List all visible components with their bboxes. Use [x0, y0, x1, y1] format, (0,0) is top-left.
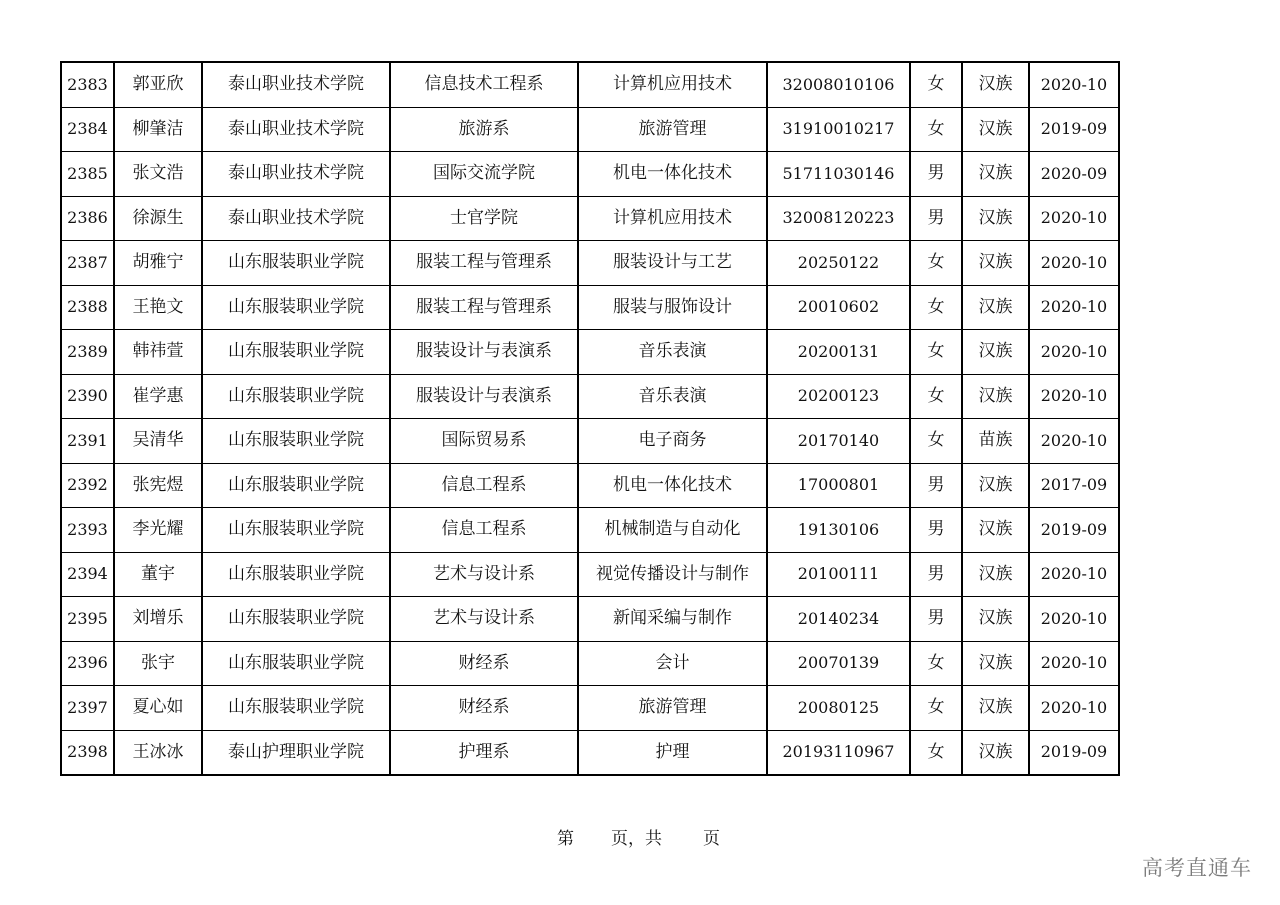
gender-cell: 男 — [910, 463, 962, 508]
student-id-cell: 20080125 — [767, 686, 910, 731]
name-cell: 王冰冰 — [114, 730, 202, 775]
table-row — [61, 686, 1119, 731]
seq-cell: 2396 — [61, 641, 114, 686]
seq-cell: 2388 — [61, 285, 114, 330]
school-cell: 山东服装职业学院 — [202, 330, 390, 375]
gender-cell: 女 — [910, 330, 962, 375]
ethnicity-cell: 汉族 — [962, 62, 1029, 107]
department-cell: 服装设计与表演系 — [390, 330, 578, 375]
seq-cell: 2391 — [61, 419, 114, 464]
seq-cell: 2397 — [61, 686, 114, 731]
department-cell: 士官学院 — [390, 196, 578, 241]
gender-cell: 女 — [910, 374, 962, 419]
ethnicity-cell: 汉族 — [962, 285, 1029, 330]
major-cell: 机械制造与自动化 — [578, 508, 767, 553]
gender-cell: 女 — [910, 419, 962, 464]
major-cell: 会计 — [578, 641, 767, 686]
student-id-cell: 32008010106 — [767, 62, 910, 107]
school-cell: 山东服装职业学院 — [202, 597, 390, 642]
seq-cell: 2385 — [61, 152, 114, 197]
student-roster-table — [60, 61, 1120, 776]
school-cell: 山东服装职业学院 — [202, 374, 390, 419]
major-cell: 机电一体化技术 — [578, 152, 767, 197]
footer-page-label: 第 — [557, 829, 574, 849]
enrollment-date-cell: 2020-09 — [1029, 152, 1119, 197]
major-cell: 音乐表演 — [578, 330, 767, 375]
ethnicity-cell: 汉族 — [962, 241, 1029, 286]
gender-cell: 女 — [910, 62, 962, 107]
department-cell: 信息工程系 — [390, 463, 578, 508]
school-cell: 泰山职业技术学院 — [202, 152, 390, 197]
name-cell: 徐源生 — [114, 196, 202, 241]
department-cell: 服装设计与表演系 — [390, 374, 578, 419]
department-cell: 信息工程系 — [390, 508, 578, 553]
school-cell: 山东服装职业学院 — [202, 508, 390, 553]
enrollment-date-cell: 2020-10 — [1029, 597, 1119, 642]
table-row — [61, 330, 1119, 375]
page-footer — [0, 827, 1280, 851]
school-cell: 山东服装职业学院 — [202, 419, 390, 464]
name-cell: 郭亚欣 — [114, 62, 202, 107]
student-id-cell: 31910010217 — [767, 107, 910, 152]
school-cell: 泰山职业技术学院 — [202, 107, 390, 152]
enrollment-date-cell: 2017-09 — [1029, 463, 1119, 508]
department-cell: 财经系 — [390, 641, 578, 686]
seq-cell: 2387 — [61, 241, 114, 286]
table-row — [61, 285, 1119, 330]
name-cell: 夏心如 — [114, 686, 202, 731]
major-cell: 计算机应用技术 — [578, 62, 767, 107]
department-cell: 信息技术工程系 — [390, 62, 578, 107]
seq-cell: 2389 — [61, 330, 114, 375]
enrollment-date-cell: 2020-10 — [1029, 552, 1119, 597]
table-row — [61, 374, 1119, 419]
school-cell: 山东服装职业学院 — [202, 552, 390, 597]
table-row — [61, 241, 1119, 286]
seq-cell: 2390 — [61, 374, 114, 419]
name-cell: 张宪煜 — [114, 463, 202, 508]
gender-cell: 女 — [910, 285, 962, 330]
department-cell: 艺术与设计系 — [390, 597, 578, 642]
seq-cell: 2383 — [61, 62, 114, 107]
department-cell: 服装工程与管理系 — [390, 285, 578, 330]
seq-cell: 2393 — [61, 508, 114, 553]
table-row — [61, 152, 1119, 197]
table-row — [61, 107, 1119, 152]
site-watermark: 高考直通车 — [1142, 856, 1252, 880]
seq-cell: 2392 — [61, 463, 114, 508]
gender-cell: 男 — [910, 152, 962, 197]
department-cell: 财经系 — [390, 686, 578, 731]
name-cell: 柳肇洁 — [114, 107, 202, 152]
name-cell: 韩祎萱 — [114, 330, 202, 375]
name-cell: 王艳文 — [114, 285, 202, 330]
student-id-cell: 20170140 — [767, 419, 910, 464]
student-id-cell: 20100111 — [767, 552, 910, 597]
ethnicity-cell: 汉族 — [962, 374, 1029, 419]
ethnicity-cell: 汉族 — [962, 330, 1029, 375]
name-cell: 张文浩 — [114, 152, 202, 197]
ethnicity-cell: 汉族 — [962, 686, 1029, 731]
major-cell: 服装设计与工艺 — [578, 241, 767, 286]
ethnicity-cell: 汉族 — [962, 107, 1029, 152]
gender-cell: 女 — [910, 730, 962, 775]
table-row — [61, 463, 1119, 508]
student-id-cell: 17000801 — [767, 463, 910, 508]
table-row — [61, 641, 1119, 686]
table-row — [61, 552, 1119, 597]
student-id-cell: 20193110967 — [767, 730, 910, 775]
department-cell: 旅游系 — [390, 107, 578, 152]
department-cell: 护理系 — [390, 730, 578, 775]
name-cell: 胡雅宁 — [114, 241, 202, 286]
name-cell: 董宇 — [114, 552, 202, 597]
major-cell: 服装与服饰设计 — [578, 285, 767, 330]
ethnicity-cell: 汉族 — [962, 152, 1029, 197]
name-cell: 刘增乐 — [114, 597, 202, 642]
enrollment-date-cell: 2019-09 — [1029, 508, 1119, 553]
ethnicity-cell: 汉族 — [962, 508, 1029, 553]
school-cell: 山东服装职业学院 — [202, 241, 390, 286]
major-cell: 新闻采编与制作 — [578, 597, 767, 642]
ethnicity-cell: 汉族 — [962, 196, 1029, 241]
roster-body — [61, 62, 1119, 775]
school-cell: 泰山护理职业学院 — [202, 730, 390, 775]
enrollment-date-cell: 2019-09 — [1029, 107, 1119, 152]
name-cell: 李光耀 — [114, 508, 202, 553]
school-cell: 山东服装职业学院 — [202, 641, 390, 686]
footer-page-suffix: 页 — [703, 829, 720, 849]
department-cell: 国际贸易系 — [390, 419, 578, 464]
name-cell: 吴清华 — [114, 419, 202, 464]
enrollment-date-cell: 2020-10 — [1029, 686, 1119, 731]
enrollment-date-cell: 2020-10 — [1029, 374, 1119, 419]
enrollment-date-cell: 2020-10 — [1029, 330, 1119, 375]
enrollment-date-cell: 2020-10 — [1029, 419, 1119, 464]
gender-cell: 女 — [910, 641, 962, 686]
table-row — [61, 730, 1119, 775]
table-row — [61, 62, 1119, 107]
school-cell: 山东服装职业学院 — [202, 686, 390, 731]
name-cell: 张宇 — [114, 641, 202, 686]
gender-cell: 女 — [910, 241, 962, 286]
department-cell: 艺术与设计系 — [390, 552, 578, 597]
student-id-cell: 20070139 — [767, 641, 910, 686]
student-id-cell: 20140234 — [767, 597, 910, 642]
school-cell: 山东服装职业学院 — [202, 285, 390, 330]
table-row — [61, 419, 1119, 464]
name-cell: 崔学惠 — [114, 374, 202, 419]
student-id-cell: 20250122 — [767, 241, 910, 286]
seq-cell: 2398 — [61, 730, 114, 775]
school-cell: 泰山职业技术学院 — [202, 196, 390, 241]
school-cell: 山东服装职业学院 — [202, 463, 390, 508]
gender-cell: 男 — [910, 597, 962, 642]
student-id-cell: 20200123 — [767, 374, 910, 419]
student-id-cell: 51711030146 — [767, 152, 910, 197]
student-id-cell: 20200131 — [767, 330, 910, 375]
ethnicity-cell: 汉族 — [962, 463, 1029, 508]
major-cell: 旅游管理 — [578, 107, 767, 152]
table-row — [61, 597, 1119, 642]
footer-page-total-label: 页，共 — [611, 829, 662, 849]
seq-cell: 2395 — [61, 597, 114, 642]
major-cell: 视觉传播设计与制作 — [578, 552, 767, 597]
major-cell: 旅游管理 — [578, 686, 767, 731]
gender-cell: 男 — [910, 196, 962, 241]
department-cell: 国际交流学院 — [390, 152, 578, 197]
enrollment-date-cell: 2020-10 — [1029, 196, 1119, 241]
student-id-cell: 32008120223 — [767, 196, 910, 241]
enrollment-date-cell: 2020-10 — [1029, 62, 1119, 107]
seq-cell: 2386 — [61, 196, 114, 241]
major-cell: 计算机应用技术 — [578, 196, 767, 241]
student-id-cell: 19130106 — [767, 508, 910, 553]
gender-cell: 女 — [910, 107, 962, 152]
enrollment-date-cell: 2020-10 — [1029, 241, 1119, 286]
student-id-cell: 20010602 — [767, 285, 910, 330]
seq-cell: 2394 — [61, 552, 114, 597]
seq-cell: 2384 — [61, 107, 114, 152]
ethnicity-cell: 苗族 — [962, 419, 1029, 464]
major-cell: 护理 — [578, 730, 767, 775]
ethnicity-cell: 汉族 — [962, 641, 1029, 686]
major-cell: 机电一体化技术 — [578, 463, 767, 508]
enrollment-date-cell: 2019-09 — [1029, 730, 1119, 775]
gender-cell: 男 — [910, 508, 962, 553]
table-row — [61, 196, 1119, 241]
ethnicity-cell: 汉族 — [962, 597, 1029, 642]
ethnicity-cell: 汉族 — [962, 730, 1029, 775]
enrollment-date-cell: 2020-10 — [1029, 641, 1119, 686]
enrollment-date-cell: 2020-10 — [1029, 285, 1119, 330]
school-cell: 泰山职业技术学院 — [202, 62, 390, 107]
department-cell: 服装工程与管理系 — [390, 241, 578, 286]
major-cell: 音乐表演 — [578, 374, 767, 419]
ethnicity-cell: 汉族 — [962, 552, 1029, 597]
gender-cell: 男 — [910, 552, 962, 597]
major-cell: 电子商务 — [578, 419, 767, 464]
gender-cell: 女 — [910, 686, 962, 731]
table-row — [61, 508, 1119, 553]
